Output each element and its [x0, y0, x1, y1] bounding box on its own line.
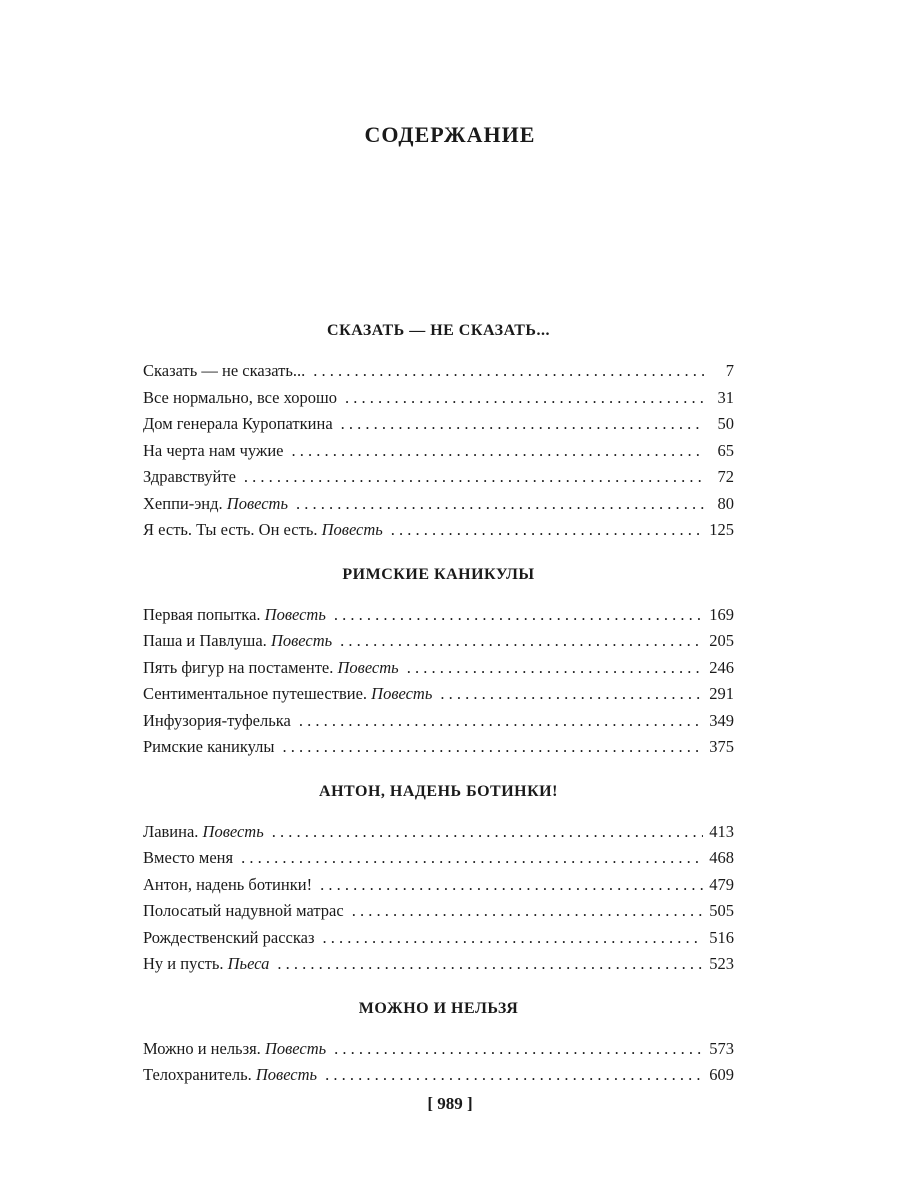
entry-title	[143, 734, 274, 761]
section-title: РИМСКИЕ КАНИКУЛЫ	[342, 565, 535, 583]
entry-title-text: Антон, надень ботинки!	[143, 874, 313, 894]
entry-title	[143, 602, 326, 629]
entry-title	[143, 819, 264, 846]
entry-page-number: 80	[717, 493, 734, 513]
toc-entry	[143, 925, 734, 952]
dot-leader	[334, 1036, 703, 1063]
toc-section	[143, 996, 734, 1089]
entry-genre: Повесть	[321, 520, 383, 539]
entry-title	[143, 845, 233, 872]
entry-title-text: Дом генерала Куропаткина	[143, 414, 333, 433]
entry-page-number: 609	[709, 1065, 734, 1084]
dot-leader	[244, 464, 704, 491]
entry-title	[143, 708, 291, 735]
entry-title-text: Телохранитель.	[143, 1065, 252, 1084]
entry-title	[143, 491, 288, 518]
toc-entry	[143, 628, 734, 655]
entry-page-number: 31	[717, 387, 734, 407]
toc-entry	[143, 655, 734, 682]
dot-leader	[341, 411, 704, 438]
entry-page-number: 246	[709, 657, 734, 677]
entry-title-text: Паша и Павлуша.	[143, 631, 267, 650]
entry-title-text: Я есть. Ты есть. Он есть.	[143, 520, 318, 539]
toc-section	[143, 562, 734, 761]
entry-genre: Повесть	[226, 493, 288, 513]
entry-title	[143, 1062, 317, 1089]
entry-page-number: 516	[709, 927, 734, 947]
entry-page-number: 50	[717, 414, 734, 433]
dot-leader	[277, 951, 703, 978]
section-title: АНТОН, НАДЕНЬ БОТИНКИ!	[319, 782, 558, 800]
dot-leader	[296, 491, 704, 518]
entry-page-number: 505	[709, 901, 734, 920]
entry-title-text: Вместо меня	[143, 848, 234, 867]
entry-title-text: Сентиментальное путешествие.	[143, 684, 368, 703]
toc-entry	[143, 517, 734, 544]
entry-title-text: Ну и пусть.	[143, 954, 224, 973]
entry-page-number: 125	[709, 520, 734, 539]
entry-title-text: Лавина.	[143, 821, 199, 841]
toc-entry	[143, 898, 734, 925]
entry-genre: Пьеса	[227, 954, 270, 973]
entry-title	[143, 438, 283, 465]
entry-title	[143, 358, 305, 385]
toc-entry	[143, 1062, 734, 1089]
page-number: [ 989 ]	[427, 1094, 473, 1113]
entry-page-number: 523	[709, 954, 734, 973]
entry-genre: Повесть	[264, 604, 326, 624]
entry-page-number: 291	[709, 684, 734, 703]
entry-page-number: 413	[709, 821, 734, 841]
dot-leader	[407, 655, 704, 682]
entry-title-text: Все нормально, все хорошо	[143, 387, 337, 407]
entry-page-number: 479	[709, 874, 734, 894]
dot-leader	[352, 898, 704, 925]
dot-leader	[325, 1062, 703, 1089]
entry-title-text: На черта нам чужие	[143, 440, 284, 460]
entry-title-text: Инфузория-туфелька	[143, 710, 291, 730]
dot-leader	[291, 438, 704, 465]
entry-page-number: 7	[725, 361, 734, 380]
toc-entry	[143, 872, 734, 899]
entry-title-text: Рождественский рассказ	[143, 927, 315, 947]
entry-genre: Повесть	[202, 821, 264, 841]
entry-title	[143, 655, 399, 682]
entry-title	[143, 872, 312, 899]
entry-title	[143, 517, 383, 544]
toc-entry	[143, 845, 734, 872]
dot-leader	[320, 872, 703, 899]
entry-page-number: 468	[709, 848, 734, 867]
entry-title	[143, 898, 344, 925]
entry-title-text: Здравствуйте	[143, 467, 236, 486]
dot-leader	[313, 358, 704, 385]
dot-leader	[340, 628, 703, 655]
toc-entry	[143, 411, 734, 438]
entry-page-number: 169	[709, 604, 734, 624]
toc-entry	[143, 602, 734, 629]
entry-title-text: Полосатый надувной матрас	[143, 901, 344, 920]
toc-entry	[143, 358, 734, 385]
entry-title-text: Можно и нельзя.	[143, 1038, 261, 1058]
dot-leader	[241, 845, 703, 872]
entry-page-number: 205	[709, 631, 734, 650]
dot-leader	[334, 602, 703, 629]
dot-leader	[322, 925, 703, 952]
entry-page-number: 65	[717, 440, 734, 460]
toc-entry	[143, 491, 734, 518]
entry-genre: Повесть	[270, 631, 333, 650]
toc-entry	[143, 438, 734, 465]
dot-leader	[345, 385, 704, 412]
entry-title	[143, 1036, 326, 1063]
section-title: СКАЗАТЬ — НЕ СКАЗАТЬ...	[327, 322, 550, 339]
entry-title	[143, 411, 333, 438]
entry-title-text: Римские каникулы	[143, 737, 275, 756]
entry-title-text: Хеппи-энд.	[143, 493, 223, 513]
table-of-contents	[143, 318, 734, 1107]
entry-title-text: Сказать — не сказать...	[143, 361, 306, 380]
entry-title-text: Пять фигур на постаменте.	[143, 657, 334, 677]
dot-leader	[440, 681, 703, 708]
toc-section	[143, 318, 734, 544]
entry-genre: Повесть	[264, 1038, 327, 1058]
entry-title	[143, 681, 432, 708]
toc-entry	[143, 1036, 734, 1063]
dot-leader	[391, 517, 703, 544]
entry-page-number: 72	[717, 467, 734, 486]
toc-entry	[143, 385, 734, 412]
toc-entry	[143, 951, 734, 978]
section-title: МОЖНО И НЕЛЬЗЯ	[358, 999, 519, 1017]
entry-genre: Повесть	[371, 684, 433, 703]
entry-title	[143, 951, 269, 978]
toc-entry	[143, 819, 734, 846]
entry-genre: Повесть	[337, 657, 399, 677]
entry-page-number: 349	[709, 710, 734, 730]
dot-leader	[272, 819, 704, 846]
entry-title	[143, 385, 337, 412]
entry-genre: Повесть	[255, 1065, 318, 1084]
toc-entry	[143, 734, 734, 761]
entry-title	[143, 464, 236, 491]
entry-title-text: Первая попытка.	[143, 604, 261, 624]
entry-title	[143, 925, 314, 952]
dot-leader	[299, 708, 703, 735]
dot-leader	[282, 734, 703, 761]
toc-entry	[143, 464, 734, 491]
entry-page-number: 375	[709, 737, 734, 756]
entry-title	[143, 628, 332, 655]
toc-entry	[143, 681, 734, 708]
page-title: СОДЕРЖАНИЕ	[364, 122, 536, 147]
toc-section	[143, 779, 734, 978]
entry-page-number: 573	[709, 1038, 734, 1058]
toc-entry	[143, 708, 734, 735]
